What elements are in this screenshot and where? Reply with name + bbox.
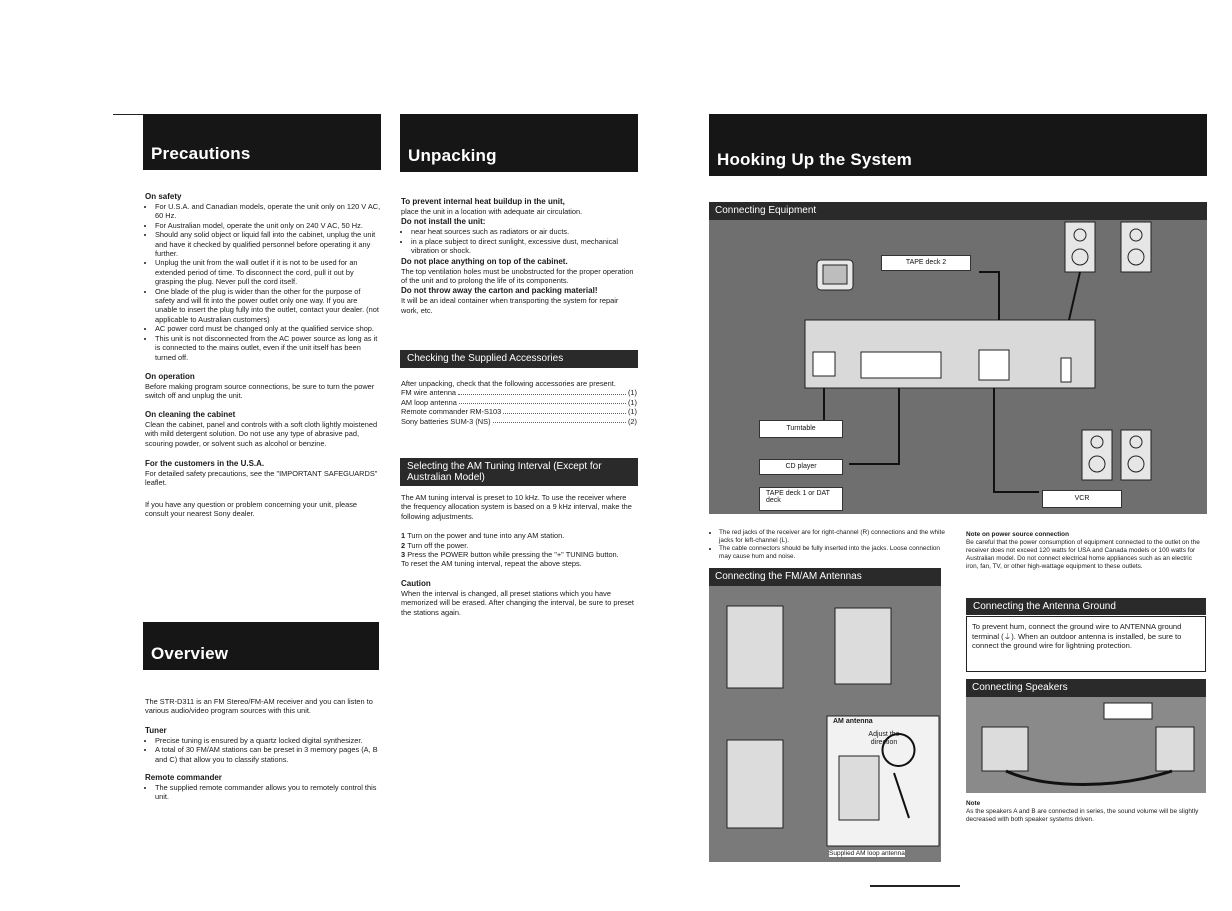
- precautions-header: [143, 114, 381, 170]
- power-note-heading: Note on power source connection: [966, 531, 1069, 538]
- antennas-illustration: [709, 568, 941, 862]
- speakers-diagram: [966, 679, 1206, 793]
- am-interval-intro: The AM tuning interval is preset to 10 kHz. To use the receiver where the frequency allocation system is based on a 9 kHz interval, make the following adjustments.: [401, 493, 632, 521]
- list-item: • For U.S.A. and Canadian models, operate the unit only on 120 V AC, 60 Hz.: [155, 202, 381, 221]
- accessory-qty: (1): [627, 388, 637, 398]
- power-note: [966, 531, 1206, 571]
- antennas-diagram: [709, 568, 941, 862]
- install-list: [401, 227, 637, 255]
- remote-heading: Remote commander: [145, 773, 222, 783]
- equipment-notes: [709, 529, 945, 561]
- install-heading: Do not install the unit:: [401, 217, 486, 227]
- ground-header: [966, 598, 1206, 615]
- for-usa-text: For detailed safety precautions, see the "IMPORTANT SAFEGUARDS" leaflet.: [145, 468, 378, 488]
- step-item: 2 Turn off the power.: [401, 540, 469, 550]
- list-item: • Precise tuning is ensured by a quartz locked digital synthesizer.: [155, 736, 379, 745]
- speakers-illustration: [966, 679, 1206, 793]
- list-item: • Should any solid object or liquid fall into the cabinet, unplug the unit and have it checked by qualified personnel before operating it any further.: [155, 230, 381, 258]
- caution-text: When the interval is changed, all preset stations which you have memorized will be erased. After changing the interval, be sure to preset the stations again.: [401, 588, 634, 617]
- list-item: • The red jacks of the receiver are for right-channel (R) connections and the white jacks for left-channel (L).: [719, 529, 945, 545]
- step-item: 1 Turn on the power and tune into any AM station.: [401, 531, 565, 541]
- connecting-equipment-diagram: [709, 202, 1207, 514]
- for-usa-heading: For the customers in the U.S.A.: [145, 458, 265, 468]
- question-text: If you have any question or problem concerning your unit, please consult your nearest Sony dealer.: [145, 499, 357, 519]
- speakers-heading: Connecting Speakers: [972, 682, 1068, 693]
- am-interval-heading: Selecting the AM Tuning Interval (Except for Australian Model): [407, 461, 602, 483]
- accessories-intro: After unpacking, check that the following accessories are present.: [401, 379, 616, 388]
- list-item: • AC power cord must be changed only at the qualified service shop.: [155, 324, 381, 333]
- list-item: • A total of 30 FM/AM stations can be preset in 3 memory pages (A, B and C) that allow you to classify stations.: [155, 745, 379, 764]
- accessory-row: [401, 388, 637, 397]
- hookup-header: [709, 114, 1207, 176]
- list-item: • near heat sources such as radiators or air ducts.: [411, 227, 637, 236]
- accessories-header: [400, 350, 638, 368]
- am-interval-section: [401, 493, 637, 617]
- accessory-name: Sony batteries SUM-3 (NS): [401, 416, 491, 426]
- overview-section: [145, 697, 379, 802]
- list-item: • This unit is not disconnected from the AC power source as long as it is connected to the mains outlet, even if the unit itself has been turned off.: [155, 334, 381, 362]
- ground-heading: Connecting the Antenna Ground: [973, 601, 1116, 612]
- am-interval-steps: [401, 531, 637, 559]
- hookup-title: Hooking Up the System: [717, 150, 913, 169]
- accessory-row: [401, 417, 637, 426]
- precautions-title: Precautions: [151, 144, 251, 163]
- list-item: • The supplied remote commander allows you to remotely control this unit.: [155, 783, 379, 802]
- unpacking-header: [400, 114, 638, 172]
- unpacking-section: [401, 197, 637, 315]
- on-operation-text: Before making program source connections, be sure to turn the power switch off and unplug the unit.: [145, 381, 375, 401]
- label-turntable: Turntable: [759, 420, 843, 438]
- am-antenna-label: AM antenna: [833, 718, 873, 725]
- list-item: • For Australian model, operate the unit only on 240 V AC, 50 Hz.: [155, 221, 381, 230]
- top-heading: Do not place anything on top of the cabinet.: [401, 256, 568, 266]
- tuner-list: [145, 736, 379, 764]
- bottom-rule: [870, 885, 960, 887]
- caution-heading: Caution: [401, 578, 431, 588]
- antennas-heading: Connecting the FM/AM Antennas: [715, 571, 862, 582]
- tuner-heading: Tuner: [145, 725, 167, 735]
- am-interval-header: [400, 458, 638, 486]
- header-rule: [113, 114, 143, 115]
- remote-list: [145, 783, 379, 802]
- label-vcr: VCR: [1042, 490, 1122, 508]
- ground-text: To prevent hum, connect the ground wire to ANTENNA ground terminal (⏚). When an outdoor antenna is installed, be sure to connect the ground wire for lightning protection.: [972, 622, 1182, 651]
- overview-intro: The STR-D311 is an FM Stereo/FM-AM receiver and you can listen to various audio/video program sources with this unit.: [145, 697, 373, 716]
- adjust-direction-label: Adjust the direction: [868, 731, 900, 746]
- speakers-note-heading: Note: [966, 800, 981, 807]
- heat-text: place the unit in a location with adequate air circulation.: [401, 207, 583, 216]
- accessory-row: [401, 398, 637, 407]
- accessories-heading: Checking the Supplied Accessories: [407, 353, 564, 364]
- accessory-name: FM wire antenna: [401, 388, 457, 398]
- on-cleaning-text: Clean the cabinet, panel and controls with a soft cloth lightly moistened with mild detergent solution. Do not use any type of abrasive pad, scouring powder, or solvent such as alcohol or benzine.: [145, 419, 378, 448]
- connecting-equipment-heading: Connecting Equipment: [715, 205, 817, 216]
- speakers-note-text: As the speakers A and B are connected in series, the sound volume will be slightly decreased with both speaker systems driven.: [966, 808, 1199, 823]
- power-note-text: Be careful that the power consumption of equipment connected to the outlet on the receiver does not exceed 120 watts for USA and Canada models or 100 watts for Australian model. Do not connect electrical home appliances such as an electric iron, fan, TV, or other high-wattage equipment to these outlets.: [966, 539, 1200, 570]
- label-cd-player: CD player: [759, 459, 843, 475]
- on-cleaning-heading: On cleaning the cabinet: [145, 409, 236, 419]
- list-item: • One blade of the plug is wider than the other for the purpose of safety and will fit into the power outlet only one way. If you are unable to insert the plug fully into the outlet, contact your dealer. (not applicable to Australian customers): [155, 287, 381, 325]
- accessory-qty: (2): [627, 416, 637, 426]
- overview-header: [143, 622, 379, 670]
- am-reset-text: To reset the AM tuning interval, repeat the above steps.: [401, 559, 582, 569]
- speakers-note: [966, 800, 1206, 824]
- ground-box: [966, 616, 1206, 672]
- on-safety-heading: On safety: [145, 192, 182, 201]
- label-tape-deck-2: TAPE deck 2: [881, 255, 971, 271]
- accessory-qty: (1): [627, 407, 637, 417]
- top-text: The top ventilation holes must be unobstructed for the proper operation of the unit and to prolong the life of its components.: [401, 266, 634, 286]
- accessory-row: [401, 407, 637, 416]
- unpacking-title: Unpacking: [408, 146, 497, 165]
- overview-title: Overview: [151, 644, 229, 663]
- precautions-section: [145, 192, 381, 519]
- accessories-section: [401, 379, 637, 426]
- accessory-name: Remote commander RM-S103: [401, 407, 502, 417]
- accessory-qty: (1): [627, 397, 637, 407]
- carton-text: It will be an ideal container when transporting the system for repair work, etc.: [401, 296, 619, 315]
- carton-heading: Do not throw away the carton and packing material!: [401, 286, 598, 296]
- on-safety-list: [145, 202, 381, 362]
- label-tape-deck-1: TAPE deck 1 or DAT deck: [759, 487, 843, 511]
- list-item: • The cable connectors should be fully inserted into the jacks. Loose connection may cause hum and noise.: [719, 545, 945, 561]
- step-item: 3 Press the POWER button while pressing the "+" TUNING button.: [401, 550, 619, 560]
- list-item: • Unplug the unit from the wall outlet if it is not to be used for an extended period of time. To disconnect the cord, pull it out by grasping the plug. Never pull the cord itself.: [155, 258, 381, 286]
- accessory-name: AM loop antenna: [401, 397, 457, 407]
- list-item: • in a place subject to direct sunlight, excessive dust, mechanical vibration or shock.: [411, 237, 637, 256]
- supplied-am-loop-label: Supplied AM loop antenna: [829, 850, 905, 857]
- on-operation-heading: On operation: [145, 371, 195, 381]
- heat-heading: To prevent internal heat buildup in the unit,: [401, 197, 565, 206]
